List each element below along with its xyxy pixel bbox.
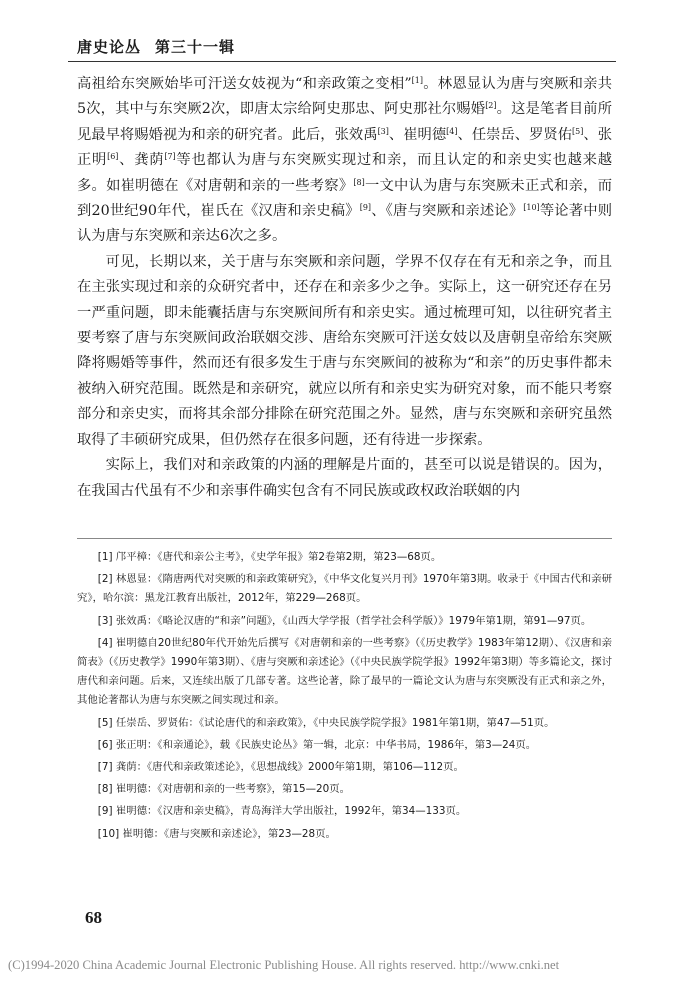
copyright-line: (C)1994-2020 China Academic Journal Electronic Publishing House. All rights reserved. http://www.cnki.net [8,958,560,972]
footnote: [7] 龚荫：《唐代和亲政策述论》，《思想战线》2000年第1期，第106—112页。 [97,761,464,774]
text-run: 等也都认为唐与东突厥实现过和亲，而且认定的和亲史实也越来越多。如崔明德在《对唐朝和亲的一些考察》 [77,152,613,194]
footnote-ref: [9] [359,203,372,213]
text-run: 可见，长期以来，关于唐与东突厥和亲问题，学界不仅存在有无和亲之争，而且在主张实现过和亲的众研究者中，还存在和亲多少之争。实际上，这一研究还存在另一严重问题，即未能囊括唐与东突厥间所有和亲史实。通过梳理可知，以往研究者主要考察了唐与东突厥间政治联姻交涉、唐给东突厥可汗送女妓以及唐朝皇帝给东突厥降将赐婚等事件，然而还有很多发生于唐与东突厥间的被称为“和亲”的历史事件都未被纳入研究范围。既然是和亲研究，就应以所有和亲史实为研究对象，而不能只考察部分和亲史实，而将其余部分排除在研究范围之外。显然，唐与东突厥和亲研究虽然取得了丰硕研究成果，但仍然存在很多问题，还有待进一步探索。 [77,253,612,448]
text-run: 一文中认为唐与东突厥未正式和亲，而到20世纪90年代，崔氏在《汉唐和亲史稿》 [77,177,612,220]
paragraph [77,250,612,453]
text-run: 、崔明德 [388,126,447,143]
footnote-ref: [2] [485,101,497,111]
footnote: [10] 崔明德：《唐与突厥和亲述论》，第23—28页。 [97,827,336,840]
footnote: [1] 邝平樟：《唐代和亲公主考》，《史学年报》第2卷第2期，第23—68页。 [97,551,442,563]
footnote-rule [77,538,612,539]
footnote: [5] 任崇岳、罗贤佑：《试论唐代的和亲政策》，《中央民族学院学报》1981年第1期，第47—51页。 [97,716,555,729]
text-run: 。林恩显认为唐与突厥和亲共5次，其中与东突厥2次，即唐太宗给阿史那忠、阿史那社尔赐婚 [77,76,612,118]
text-run: 高祖给东突厥始毕可汗送女妓视为“和亲政策之变相” [77,76,412,92]
page-number: 68 [85,908,102,927]
footnote-ref: [8] [353,177,365,187]
footnote: [4] 崔明德自20世纪80年代开始先后撰写《对唐朝和亲的一些考察》（《历史教学》1983年第12期）、《汉唐和亲简表》（《历史教学》1990年第3期）、《唐与突厥和亲述论》（《中央民族学院学报》1992年第3期）等多篇论文，探讨唐代和亲问题。后来，又连续出版了几部专著。这些论著，除了最早的一篇论文认为唐与东突厥没有正式和亲之外，其他论著都认为唐与东突厥之间实现过和亲。 [77,636,612,707]
header-rule [68,61,616,62]
text-run: 。这是笔者目前所见最早将赐婚视为和亲的研究者。此后，张效禹 [77,101,613,143]
text-run: 实际上，我们对和亲政策的内涵的理解是片面的，甚至可以说是错误的。因为，在我国古代虽有不少和亲事件确实包含有不同民族或政权政治联姻的内 [77,457,612,499]
running-header [77,36,612,57]
footnote-ref: [5] [572,126,584,136]
footnote-ref: [3] [377,126,389,136]
footnote: [2] 林恩显：《隋唐两代对突厥的和亲政策研究》，《中华文化复兴月刊》1970年第3期。收录于《中国古代和亲研究》，哈尔滨：黑龙江教育出版社，2012年，第229—268页。 [77,573,612,605]
footnote-ref: [7] [164,152,176,162]
article-body [77,72,612,504]
text-run: 等论著中则认为唐与东突厥和亲达6次之多。 [77,203,612,245]
footnotes [77,548,612,847]
issue-label: 第三十一辑 [155,38,236,56]
footnote-ref: [6] [107,152,119,162]
footnote: [8] 崔明德：《对唐朝和亲的一些考察》，第15—20页。 [97,783,351,796]
text-run: 、《唐与突厥和亲述论》 [371,203,524,220]
text-run: 、任崇岳、罗贤佑 [457,126,573,143]
text-run: 、张正明 [77,126,612,169]
paragraph [77,72,612,250]
paragraph [77,453,612,504]
footnote-ref: [1] [411,76,424,85]
journal-title: 唐史论丛 [77,38,142,56]
footnote-ref: [10] [523,203,540,213]
footnote: [9] 崔明德：《汉唐和亲史稿》，青岛海洋大学出版社，1992年，第34—133页。 [97,805,467,818]
footnote: [6] 张正明：《和亲通论》，载《民族史论丛》第一辑，北京：中华书局，1986年，第3—24页。 [97,738,537,751]
text-run: 、龚荫 [118,152,165,169]
footnote-ref: [4] [446,126,458,136]
footnote: [3] 张效禹：《略论汉唐的“和亲”问题》，《山西大学学报（哲学社会科学版）》1979年第1期，第91—97页。 [97,614,592,627]
